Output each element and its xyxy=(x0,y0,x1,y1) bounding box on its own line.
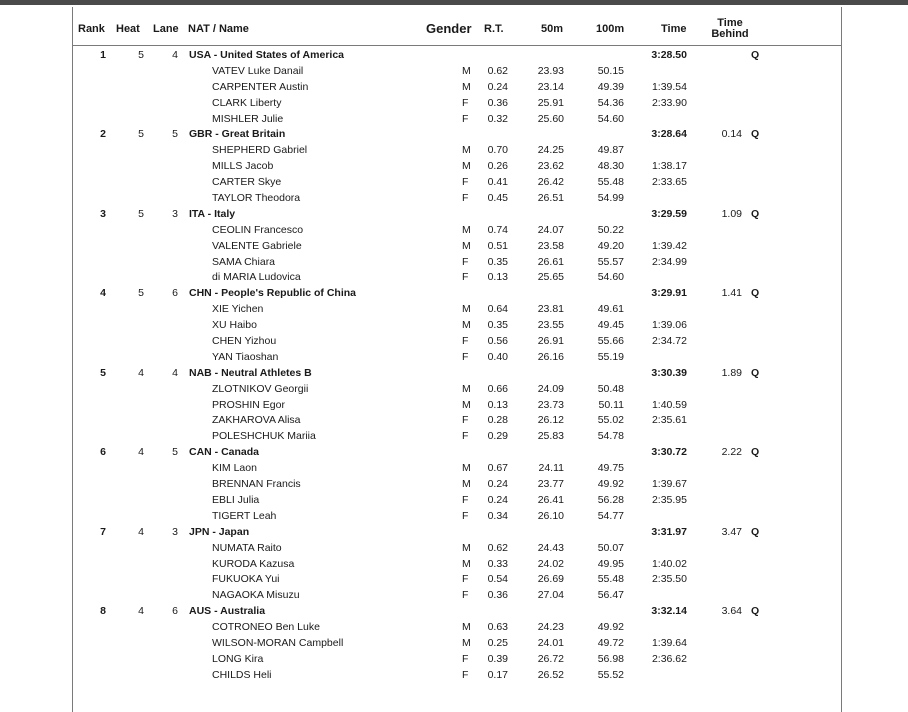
swimmer-split-50m: 26.41 xyxy=(537,493,564,506)
swimmer-gender: M xyxy=(462,462,471,475)
team-rank: 6 xyxy=(100,446,106,459)
swimmer-split-100m: 55.66 xyxy=(597,335,624,348)
swimmer-gender: F xyxy=(462,350,469,363)
swimmer-gender: F xyxy=(462,589,469,602)
swimmer-split-50m: 25.91 xyxy=(537,96,564,109)
swimmer-name: TIGERT Leah xyxy=(212,509,277,522)
team-heat: 5 xyxy=(138,207,144,220)
qualified-badge: Q xyxy=(751,207,760,220)
swimmer-name: YAN Tiaoshan xyxy=(212,350,279,363)
swimmer-reaction-time: 0.29 xyxy=(487,430,508,443)
swimmer-split-100m: 56.47 xyxy=(597,589,624,602)
swimmer-gender: M xyxy=(462,144,471,157)
swimmer-split-100m: 48.30 xyxy=(597,160,624,173)
swimmer-row xyxy=(0,382,908,398)
team-rank: 1 xyxy=(100,49,106,61)
swimmer-name: di MARIA Ludovica xyxy=(212,271,301,284)
team-nat: CHN - People's Republic of China xyxy=(189,287,357,300)
swimmer-row xyxy=(0,302,908,318)
swimmer-split-100m: 56.28 xyxy=(597,493,624,506)
swimmer-name: CARTER Skye xyxy=(212,176,282,189)
swimmer-reaction-time: 0.62 xyxy=(487,64,508,77)
swimmer-reaction-time: 0.41 xyxy=(487,176,508,189)
swimmer-cumulative-split: 1:40.02 xyxy=(651,557,687,570)
swimmer-split-100m: 54.77 xyxy=(597,509,624,522)
swimmer-split-50m: 25.65 xyxy=(537,271,564,284)
swimmer-gender: M xyxy=(462,223,471,236)
swimmer-split-50m: 24.02 xyxy=(537,557,564,570)
swimmer-row xyxy=(0,191,908,207)
swimmer-row xyxy=(0,350,908,366)
swimmer-row xyxy=(0,270,908,286)
swimmer-name: NAGAOKA Misuzu xyxy=(212,589,300,602)
qualified-badge: Q xyxy=(751,287,760,300)
swimmer-split-100m: 49.20 xyxy=(597,239,624,252)
swimmer-cumulative-split: 2:35.95 xyxy=(651,493,687,506)
team-heat: 4 xyxy=(138,366,144,379)
swimmer-cumulative-split: 2:35.50 xyxy=(651,573,687,586)
team-time: 3:28.50 xyxy=(651,49,687,61)
swimmer-split-50m: 23.81 xyxy=(537,303,564,316)
swimmer-row xyxy=(0,541,908,557)
swimmer-reaction-time: 0.40 xyxy=(487,350,508,363)
swimmer-row xyxy=(0,96,908,112)
swimmer-split-100m: 49.72 xyxy=(597,636,624,649)
team-time-behind: 3.47 xyxy=(721,525,742,538)
swimmer-row xyxy=(0,493,908,509)
swimmer-name: SAMA Chiara xyxy=(212,255,276,268)
swimmer-reaction-time: 0.24 xyxy=(487,478,508,491)
swimmer-gender: M xyxy=(462,636,471,649)
header-50m: 50m xyxy=(541,23,564,35)
team-time-behind: 1.41 xyxy=(721,287,742,300)
swimmer-row xyxy=(0,652,908,668)
team-lane: 6 xyxy=(172,287,178,300)
swimmer-gender: M xyxy=(462,541,471,554)
swimmer-gender: M xyxy=(462,621,471,634)
swimmer-name: VATEV Luke Danail xyxy=(212,64,304,77)
swimmer-name: MILLS Jacob xyxy=(212,160,274,173)
team-lane: 6 xyxy=(172,605,178,618)
swimmer-split-50m: 26.69 xyxy=(537,573,564,586)
swimmer-gender: F xyxy=(462,255,469,268)
swimmer-split-50m: 23.77 xyxy=(537,478,564,491)
swimmer-gender: M xyxy=(462,80,471,93)
swimmer-reaction-time: 0.36 xyxy=(487,96,508,109)
top-bar xyxy=(0,0,908,5)
swimmer-gender: M xyxy=(462,398,471,411)
swimmer-gender: F xyxy=(462,668,469,681)
team-rank: 3 xyxy=(100,207,106,220)
swimmer-reaction-time: 0.67 xyxy=(487,462,508,475)
swimmer-gender: F xyxy=(462,573,469,586)
qualified-badge: Q xyxy=(751,525,760,538)
swimmer-reaction-time: 0.35 xyxy=(487,319,508,332)
swimmer-reaction-time: 0.24 xyxy=(487,493,508,506)
swimmer-row xyxy=(0,413,908,429)
team-row xyxy=(0,127,908,143)
swimmer-cumulative-split: 1:38.17 xyxy=(651,160,687,173)
swimmer-split-50m: 23.73 xyxy=(537,398,564,411)
swimmer-name: LONG Kira xyxy=(212,652,264,665)
swimmer-reaction-time: 0.62 xyxy=(487,541,508,554)
swimmer-reaction-time: 0.32 xyxy=(487,112,508,125)
header-time-behind-2: Behind xyxy=(711,28,749,40)
swimmer-row xyxy=(0,318,908,334)
swimmer-row xyxy=(0,239,908,255)
swimmer-row xyxy=(0,334,908,350)
header-heat: Heat xyxy=(116,23,140,35)
swimmer-split-50m: 26.10 xyxy=(537,509,564,522)
swimmer-reaction-time: 0.56 xyxy=(487,335,508,348)
header-100m: 100m xyxy=(596,23,625,35)
team-time: 3:30.39 xyxy=(651,366,687,379)
team-time-behind: 3.64 xyxy=(721,605,742,618)
swimmer-reaction-time: 0.13 xyxy=(487,398,508,411)
team-nat: GBR - Great Britain xyxy=(189,128,286,141)
team-lane: 5 xyxy=(172,128,178,141)
swimmer-split-50m: 26.51 xyxy=(537,192,564,205)
swimmer-cumulative-split: 2:36.62 xyxy=(651,652,687,665)
swimmer-split-50m: 23.14 xyxy=(537,80,564,93)
swimmer-gender: F xyxy=(462,652,469,665)
swimmer-reaction-time: 0.39 xyxy=(487,652,508,665)
swimmer-split-100m: 54.60 xyxy=(597,112,624,125)
swimmer-reaction-time: 0.26 xyxy=(487,160,508,173)
swimmer-name: XIE Yichen xyxy=(212,303,264,316)
header-time: Time xyxy=(661,23,687,35)
swimmer-row xyxy=(0,64,908,80)
team-heat: 4 xyxy=(138,525,144,538)
swimmer-split-100m: 54.99 xyxy=(597,192,624,205)
qualified-badge: Q xyxy=(751,605,760,618)
swimmer-split-50m: 24.43 xyxy=(537,541,564,554)
team-time: 3:29.91 xyxy=(651,287,687,300)
swimmer-name: EBLI Julia xyxy=(212,493,260,506)
swimmer-reaction-time: 0.25 xyxy=(487,636,508,649)
swimmer-split-100m: 55.52 xyxy=(597,668,624,681)
team-lane: 4 xyxy=(172,366,178,379)
swimmer-name: COTRONEO Ben Luke xyxy=(212,621,320,634)
swimmer-name: BRENNAN Francis xyxy=(212,478,301,491)
swimmer-name: SHEPHERD Gabriel xyxy=(212,144,308,157)
swimmer-split-50m: 27.04 xyxy=(537,589,564,602)
swimmer-cumulative-split: 2:34.99 xyxy=(651,255,687,268)
header-gender: Gender xyxy=(426,21,472,36)
team-rank: 4 xyxy=(100,287,106,300)
swimmer-row xyxy=(0,509,908,525)
swimmer-split-100m: 49.61 xyxy=(597,303,624,316)
swimmer-name: CEOLIN Francesco xyxy=(212,223,304,236)
swimmer-split-100m: 49.39 xyxy=(597,80,624,93)
swimmer-split-50m: 26.52 xyxy=(537,668,564,681)
swimmer-row xyxy=(0,668,908,684)
swimmer-gender: F xyxy=(462,430,469,443)
swimmer-split-50m: 25.60 xyxy=(537,112,564,125)
swimmer-row xyxy=(0,429,908,445)
swimmer-gender: M xyxy=(462,239,471,252)
swimmer-row xyxy=(0,159,908,175)
swimmer-cumulative-split: 1:39.67 xyxy=(651,478,687,491)
swimmer-split-100m: 50.48 xyxy=(597,382,624,395)
swimmer-split-100m: 49.95 xyxy=(597,557,624,570)
swimmer-row xyxy=(0,588,908,604)
team-row xyxy=(0,48,908,64)
swimmer-row xyxy=(0,620,908,636)
swimmer-split-100m: 49.87 xyxy=(597,144,624,157)
team-lane: 3 xyxy=(172,207,178,220)
team-nat: JPN - Japan xyxy=(189,525,250,538)
swimmer-name: KURODA Kazusa xyxy=(212,557,295,570)
swimmer-reaction-time: 0.13 xyxy=(487,271,508,284)
swimmer-split-100m: 55.02 xyxy=(597,414,624,427)
swimmer-split-100m: 55.48 xyxy=(597,573,624,586)
swimmer-cumulative-split: 1:39.06 xyxy=(651,319,687,332)
swimmer-name: ZAKHAROVA Alisa xyxy=(212,414,301,427)
team-heat: 5 xyxy=(138,128,144,141)
swimmer-split-100m: 54.36 xyxy=(597,96,624,109)
swimmer-split-50m: 24.09 xyxy=(537,382,564,395)
results-table xyxy=(0,48,908,684)
swimmer-split-50m: 24.25 xyxy=(537,144,564,157)
swimmer-cumulative-split: 1:39.42 xyxy=(651,239,687,252)
team-nat: CAN - Canada xyxy=(189,446,260,459)
swimmer-split-100m: 55.57 xyxy=(597,255,624,268)
swimmer-name: ZLOTNIKOV Georgii xyxy=(212,382,309,395)
swimmer-gender: M xyxy=(462,557,471,570)
qualified-badge: Q xyxy=(751,49,760,61)
team-heat: 5 xyxy=(138,49,144,61)
team-time-behind: 2.22 xyxy=(721,446,742,459)
team-lane: 5 xyxy=(172,446,178,459)
swimmer-reaction-time: 0.63 xyxy=(487,621,508,634)
swimmer-split-50m: 24.23 xyxy=(537,621,564,634)
swimmer-split-100m: 54.60 xyxy=(597,271,624,284)
team-row xyxy=(0,604,908,620)
swimmer-split-100m: 49.92 xyxy=(597,478,624,491)
table-header xyxy=(0,10,908,44)
swimmer-reaction-time: 0.70 xyxy=(487,144,508,157)
swimmer-name: VALENTE Gabriele xyxy=(212,239,302,252)
swimmer-row xyxy=(0,477,908,493)
swimmer-split-100m: 49.45 xyxy=(597,319,624,332)
team-time-behind: 1.09 xyxy=(721,207,742,220)
team-rank: 5 xyxy=(100,366,106,379)
header-rank: Rank xyxy=(78,23,105,35)
swimmer-split-100m: 55.48 xyxy=(597,176,624,189)
swimmer-split-100m: 50.22 xyxy=(597,223,624,236)
swimmer-gender: M xyxy=(462,478,471,491)
swimmer-split-100m: 50.07 xyxy=(597,541,624,554)
swimmer-split-50m: 26.16 xyxy=(537,350,564,363)
swimmer-split-100m: 50.11 xyxy=(598,398,624,411)
team-time: 3:28.64 xyxy=(651,128,687,141)
team-nat: ITA - Italy xyxy=(189,207,236,220)
swimmer-row xyxy=(0,461,908,477)
swimmer-split-50m: 26.61 xyxy=(537,255,564,268)
swimmer-reaction-time: 0.54 xyxy=(487,573,508,586)
swimmer-gender: F xyxy=(462,493,469,506)
team-nat: NAB - Neutral Athletes B xyxy=(189,366,312,379)
swimmer-split-50m: 23.55 xyxy=(537,319,564,332)
team-time: 3:31.97 xyxy=(651,525,687,538)
swimmer-name: CARPENTER Austin xyxy=(212,80,309,93)
swimmer-name: CHEN Yizhou xyxy=(212,335,277,348)
swimmer-name: XU Haibo xyxy=(212,319,257,332)
swimmer-row xyxy=(0,175,908,191)
team-rank: 8 xyxy=(100,605,106,618)
qualified-badge: Q xyxy=(751,366,760,379)
team-heat: 4 xyxy=(138,446,144,459)
swimmer-reaction-time: 0.35 xyxy=(487,255,508,268)
swimmer-split-50m: 24.01 xyxy=(537,636,564,649)
team-nat: AUS - Australia xyxy=(189,605,266,618)
swimmer-name: KIM Laon xyxy=(212,462,257,475)
swimmer-split-100m: 56.98 xyxy=(597,652,624,665)
swimmer-name: CHILDS Heli xyxy=(212,668,272,681)
team-row xyxy=(0,525,908,541)
team-rank: 2 xyxy=(100,128,106,141)
team-row xyxy=(0,366,908,382)
swimmer-row xyxy=(0,80,908,96)
team-time-behind: 0.14 xyxy=(721,128,742,141)
swimmer-gender: F xyxy=(462,176,469,189)
swimmer-split-100m: 49.75 xyxy=(597,462,624,475)
swimmer-gender: M xyxy=(462,160,471,173)
team-lane: 3 xyxy=(172,525,178,538)
swimmer-reaction-time: 0.36 xyxy=(487,589,508,602)
header-nat-name: NAT / Name xyxy=(188,23,249,35)
team-time: 3:29.59 xyxy=(651,207,687,220)
swimmer-split-50m: 25.83 xyxy=(537,430,564,443)
swimmer-split-50m: 23.93 xyxy=(537,64,564,77)
swimmer-split-100m: 55.19 xyxy=(597,350,624,363)
swimmer-split-50m: 26.72 xyxy=(537,652,564,665)
swimmer-reaction-time: 0.34 xyxy=(487,509,508,522)
header-divider xyxy=(72,45,841,46)
swimmer-row xyxy=(0,572,908,588)
swimmer-gender: F xyxy=(462,414,469,427)
swimmer-cumulative-split: 1:39.54 xyxy=(651,80,687,93)
swimmer-name: CLARK Liberty xyxy=(212,96,282,109)
swimmer-split-100m: 54.78 xyxy=(597,430,624,443)
swimmer-reaction-time: 0.74 xyxy=(487,223,508,236)
swimmer-name: FUKUOKA Yui xyxy=(212,573,280,586)
team-nat: USA - United States of America xyxy=(189,49,345,61)
swimmer-cumulative-split: 2:33.90 xyxy=(651,96,687,109)
swimmer-row xyxy=(0,255,908,271)
team-row xyxy=(0,207,908,223)
swimmer-gender: F xyxy=(462,192,469,205)
swimmer-gender: F xyxy=(462,509,469,522)
swimmer-cumulative-split: 2:33.65 xyxy=(651,176,687,189)
swimmer-cumulative-split: 2:35.61 xyxy=(651,414,687,427)
swimmer-split-50m: 26.91 xyxy=(537,335,564,348)
team-lane: 4 xyxy=(172,49,178,61)
swimmer-gender: M xyxy=(462,303,471,316)
swimmer-split-50m: 24.11 xyxy=(538,462,564,475)
swimmer-reaction-time: 0.24 xyxy=(487,80,508,93)
swimmer-split-50m: 23.58 xyxy=(537,239,564,252)
swimmer-reaction-time: 0.66 xyxy=(487,382,508,395)
swimmer-gender: F xyxy=(462,335,469,348)
swimmer-name: PROSHIN Egor xyxy=(212,398,285,411)
swimmer-split-50m: 23.62 xyxy=(537,160,564,173)
swimmer-gender: M xyxy=(462,382,471,395)
swimmer-name: MISHLER Julie xyxy=(212,112,284,125)
swimmer-row xyxy=(0,398,908,414)
swimmer-reaction-time: 0.17 xyxy=(487,668,508,681)
swimmer-gender: F xyxy=(462,96,469,109)
swimmer-split-50m: 26.12 xyxy=(537,414,564,427)
team-heat: 4 xyxy=(138,605,144,618)
swimmer-reaction-time: 0.64 xyxy=(487,303,508,316)
swimmer-cumulative-split: 2:34.72 xyxy=(651,335,687,348)
swimmer-name: TAYLOR Theodora xyxy=(212,192,301,205)
header-reaction-time: R.T. xyxy=(484,23,504,35)
swimmer-row xyxy=(0,557,908,573)
team-time: 3:32.14 xyxy=(651,605,687,618)
swimmer-name: WILSON-MORAN Campbell xyxy=(212,636,344,649)
swimmer-gender: F xyxy=(462,271,469,284)
swimmer-reaction-time: 0.28 xyxy=(487,414,508,427)
team-row xyxy=(0,286,908,302)
qualified-badge: Q xyxy=(751,446,760,459)
swimmer-name: POLESHCHUK Mariia xyxy=(212,430,316,443)
swimmer-split-50m: 26.42 xyxy=(537,176,564,189)
swimmer-split-50m: 24.07 xyxy=(537,223,564,236)
swimmer-name: NUMATA Raito xyxy=(212,541,282,554)
swimmer-split-100m: 50.15 xyxy=(597,64,624,77)
swimmer-split-100m: 49.92 xyxy=(597,621,624,634)
swimmer-cumulative-split: 1:40.59 xyxy=(651,398,687,411)
header-time-behind-1: Time xyxy=(717,17,743,29)
swimmer-row xyxy=(0,112,908,128)
swimmer-row xyxy=(0,636,908,652)
swimmer-gender: M xyxy=(462,64,471,77)
qualified-badge: Q xyxy=(751,128,760,141)
swimmer-row xyxy=(0,223,908,239)
swimmer-reaction-time: 0.33 xyxy=(487,557,508,570)
header-lane: Lane xyxy=(153,23,179,35)
team-row xyxy=(0,445,908,461)
team-time-behind: 1.89 xyxy=(721,366,742,379)
team-rank: 7 xyxy=(100,525,106,538)
swimmer-reaction-time: 0.45 xyxy=(487,192,508,205)
team-heat: 5 xyxy=(138,287,144,300)
swimmer-row xyxy=(0,143,908,159)
team-time: 3:30.72 xyxy=(651,446,687,459)
swimmer-gender: M xyxy=(462,319,471,332)
swimmer-cumulative-split: 1:39.64 xyxy=(651,636,687,649)
swimmer-reaction-time: 0.51 xyxy=(487,239,508,252)
swimmer-gender: F xyxy=(462,112,469,125)
